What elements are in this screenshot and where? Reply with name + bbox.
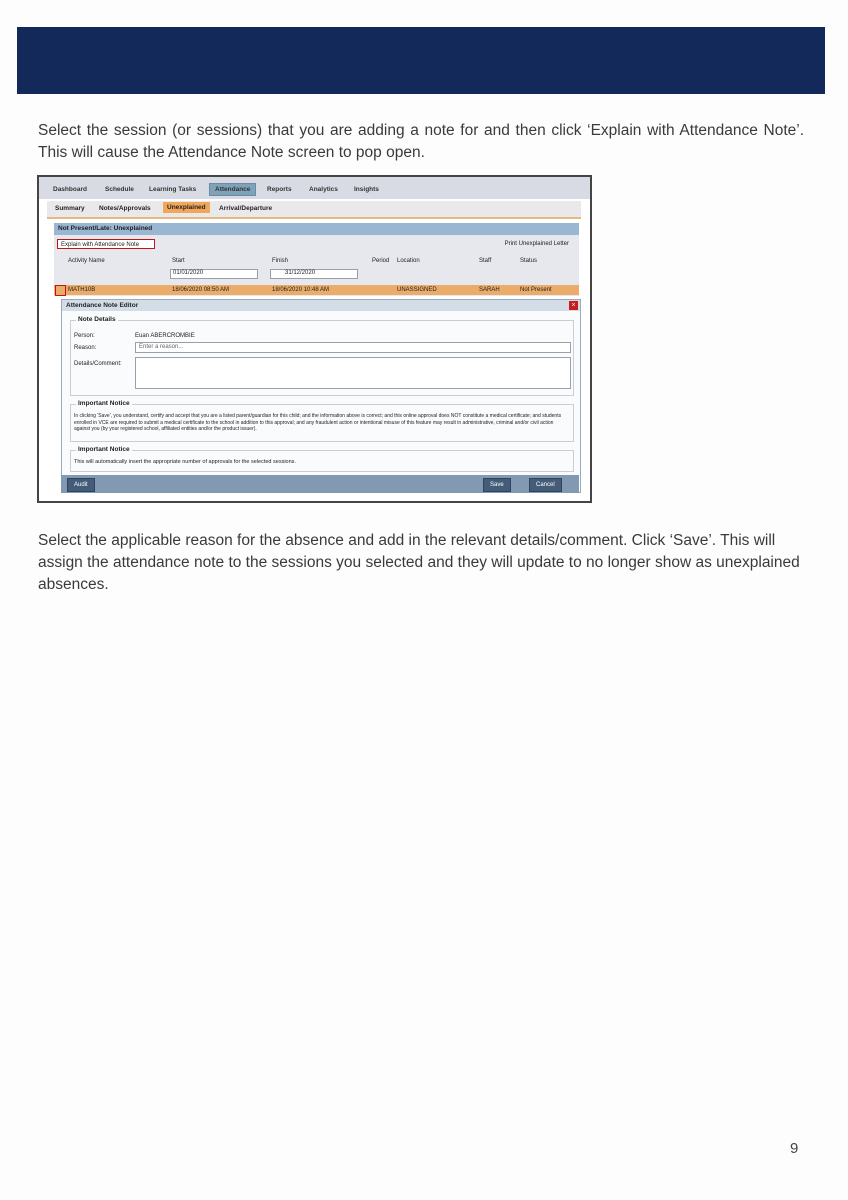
nav-schedule[interactable]: Schedule xyxy=(105,186,134,193)
note-details-legend: Note Details xyxy=(78,316,116,323)
note-details-section xyxy=(70,316,574,396)
row-checkbox[interactable] xyxy=(55,285,66,296)
editor-title: Attendance Note Editor xyxy=(62,300,580,311)
attendance-note-editor xyxy=(61,299,581,493)
notice-title: Important Notice xyxy=(78,400,130,407)
reason-select[interactable]: Enter a reason... xyxy=(135,342,571,353)
nav-analytics[interactable]: Analytics xyxy=(309,186,338,193)
sub-nav xyxy=(47,201,581,219)
col-period[interactable]: Period xyxy=(372,258,390,264)
col-start[interactable]: Start xyxy=(172,258,185,264)
details-label: Details/Comment: xyxy=(74,361,122,367)
row-status: Not Present xyxy=(520,287,552,293)
tab-notes-approvals[interactable]: Notes/Approvals xyxy=(99,205,151,212)
nav-dashboard[interactable]: Dashboard xyxy=(53,186,87,193)
grid-title: Not Present/Late: Unexplained xyxy=(54,223,579,235)
row-location: UNASSIGNED xyxy=(397,287,437,293)
outro-paragraph: Select the applicable reason for the absence and add in the relevant details/comment. Click ‘Save’. This will assign the attendance note to the sessions you selected and they will update to no longer show as unexplained absences. xyxy=(38,532,800,593)
row-staff: SARAH xyxy=(479,287,500,293)
save-button[interactable]: Save xyxy=(483,478,511,492)
tab-unexplained[interactable]: Unexplained xyxy=(163,202,210,213)
col-staff[interactable]: Staff xyxy=(479,258,492,264)
notice-text: In clicking 'Save', you understand, certify and accept that you are a listed parent/guardian for this child; and the information above is correct; and this online approval does NOT constitute a medical certificate; and students enrolled in VCE are required to submit a medical certificate to the school in addition to this approval; and any fraudulent action or intentional misuse of this feature may result in administrative, criminal and/or civil action against you (by your registered school, affiliated entities and/or the product issuer). xyxy=(74,413,562,432)
nav-attendance[interactable]: Attendance xyxy=(209,183,256,196)
important-notice-section xyxy=(70,400,574,442)
col-status[interactable]: Status xyxy=(520,258,538,264)
intro-paragraph: Select the session (or sessions) that you are adding a note for and then click ‘Explain with Attendance Note’. This will cause the Attendance Note screen to pop open. xyxy=(38,122,804,161)
nav-learning-tasks[interactable]: Learning Tasks xyxy=(149,186,197,193)
col-location[interactable]: Location xyxy=(397,258,420,264)
close-icon[interactable]: × xyxy=(569,301,578,310)
tab-summary[interactable]: Summary xyxy=(55,205,85,212)
row-activity: MATH10B xyxy=(68,287,96,293)
table-row[interactable] xyxy=(54,285,579,295)
audit-button[interactable]: Audit xyxy=(67,478,95,492)
nav-insights[interactable]: Insights xyxy=(354,186,379,193)
explain-with-note-button[interactable]: Explain with Attendance Note xyxy=(57,239,155,249)
important-notice-2-section xyxy=(70,446,574,472)
editor-footer xyxy=(61,475,579,493)
reason-label: Reason: xyxy=(74,345,97,351)
header-banner xyxy=(17,27,825,94)
attendance-screenshot xyxy=(37,175,592,503)
col-finish[interactable]: Finish xyxy=(272,258,289,264)
print-letter-button[interactable]: Print Unexplained Letter xyxy=(504,241,569,247)
filter-finish-input[interactable]: 31/12/2020 xyxy=(270,269,358,279)
col-activity[interactable]: Activity Name xyxy=(68,258,105,264)
notice2-title: Important Notice xyxy=(78,446,130,453)
row-start: 18/06/2020 08:50 AM xyxy=(172,287,230,293)
person-label: Person: xyxy=(74,333,95,339)
unexplained-grid xyxy=(54,223,579,296)
filter-start-input[interactable]: 01/01/2020 xyxy=(170,269,258,279)
person-value: Euan ABERCROMBIE xyxy=(135,333,195,339)
details-textarea[interactable] xyxy=(135,357,571,389)
page-number: 9 xyxy=(790,1140,799,1157)
notice2-text: This will automatically insert the appropriate number of approvals for the selected sessions. xyxy=(74,459,296,465)
main-nav xyxy=(39,177,590,199)
tab-arrival-departure[interactable]: Arrival/Departure xyxy=(219,205,273,212)
cancel-button[interactable]: Cancel xyxy=(529,478,562,492)
nav-reports[interactable]: Reports xyxy=(267,186,292,193)
row-finish: 18/06/2020 10:48 AM xyxy=(272,287,330,293)
